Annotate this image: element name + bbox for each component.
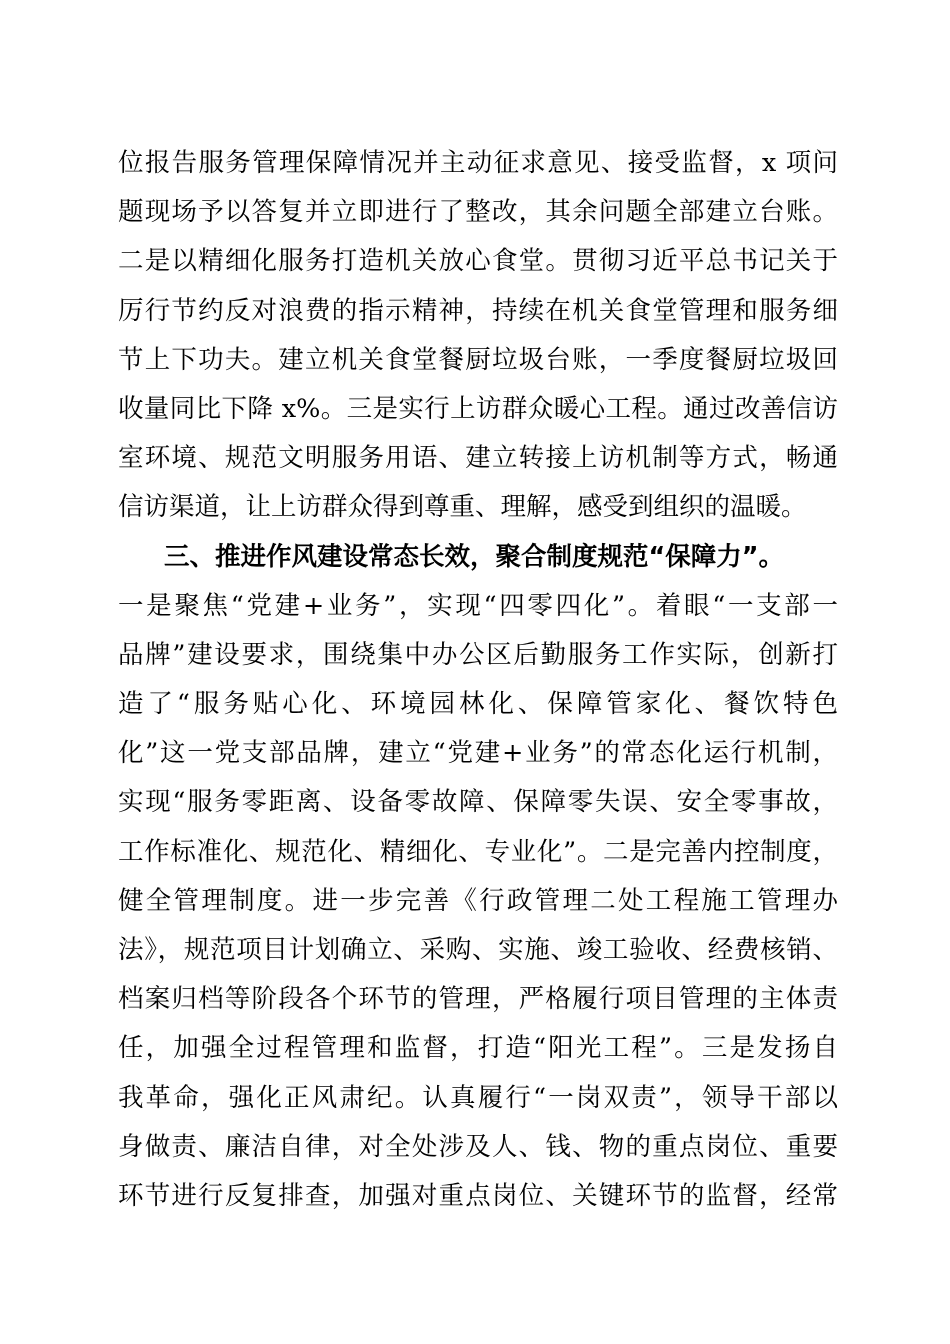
text-line: 化”这一党支部品牌，建立“党建+业务”的常态化运行机制， — [118, 738, 838, 769]
text-line: 收量同比下降 x%。三是实行上访群众暖心工程。通过改善信访 — [118, 393, 838, 424]
text-line: 一是聚焦“党建+业务”，实现“四零四化”。着眼“一支部一 — [118, 590, 838, 621]
text-line: 工作标准化、规范化、精细化、专业化”。二是完善内控制度， — [118, 836, 838, 867]
text-line: 环节进行反复排查，加强对重点岗位、关键环节的监督，经常 — [118, 1180, 838, 1211]
text-line: 造了“服务贴心化、环境园林化、保障管家化、餐饮特色 — [118, 689, 838, 720]
text-line: 法》，规范项目计划确立、采购、实施、竣工验收、经费核销、 — [118, 935, 838, 965]
text-line: 身做责、廉洁自律，对全处涉及人、钱、物的重点岗位、重要 — [118, 1131, 838, 1162]
text-line: 厉行节约反对浪费的指示精神，持续在机关食堂管理和服务细 — [118, 295, 838, 326]
text-line: 室环境、规范文明服务用语、建立转接上访机制等方式，畅通 — [118, 443, 838, 474]
text-line: 任，加强全过程管理和监督，打造“阳光工程”。三是发扬自 — [118, 1033, 838, 1064]
text-line: 位报告服务管理保障情况并主动征求意见、接受监督，x 项问 — [118, 148, 838, 178]
text-line: 题现场予以答复并立即进行了整改，其余问题全部建立台账。 — [118, 197, 838, 228]
text-line: 品牌”建设要求，围绕集中办公区后勤服务工作实际，创新打 — [118, 639, 838, 670]
text-line: 档案归档等阶段各个环节的管理，严格履行项目管理的主体责 — [118, 984, 838, 1015]
text-line: 实现“服务零距离、设备零故障、保障零失误、安全零事故， — [118, 787, 838, 818]
section-heading: 三、推进作风建设常态长效，聚合制度规范“保障力”。 — [164, 541, 785, 572]
text-line: 节上下功夫。建立机关食堂餐厨垃圾台账，一季度餐厨垃圾回 — [118, 344, 838, 375]
body-text — [118, 139, 838, 1221]
text-line: 我革命，强化正风肃纪。认真履行“一岗双责”，领导干部以 — [118, 1082, 838, 1113]
text-line: 二是以精细化服务打造机关放心食堂。贯彻习近平总书记关于 — [118, 246, 838, 277]
text-line: 健全管理制度。进一步完善《行政管理二处工程施工管理办 — [118, 885, 838, 916]
text-line: 信访渠道，让上访群众得到尊重、理解，感受到组织的温暖。 — [118, 492, 807, 523]
